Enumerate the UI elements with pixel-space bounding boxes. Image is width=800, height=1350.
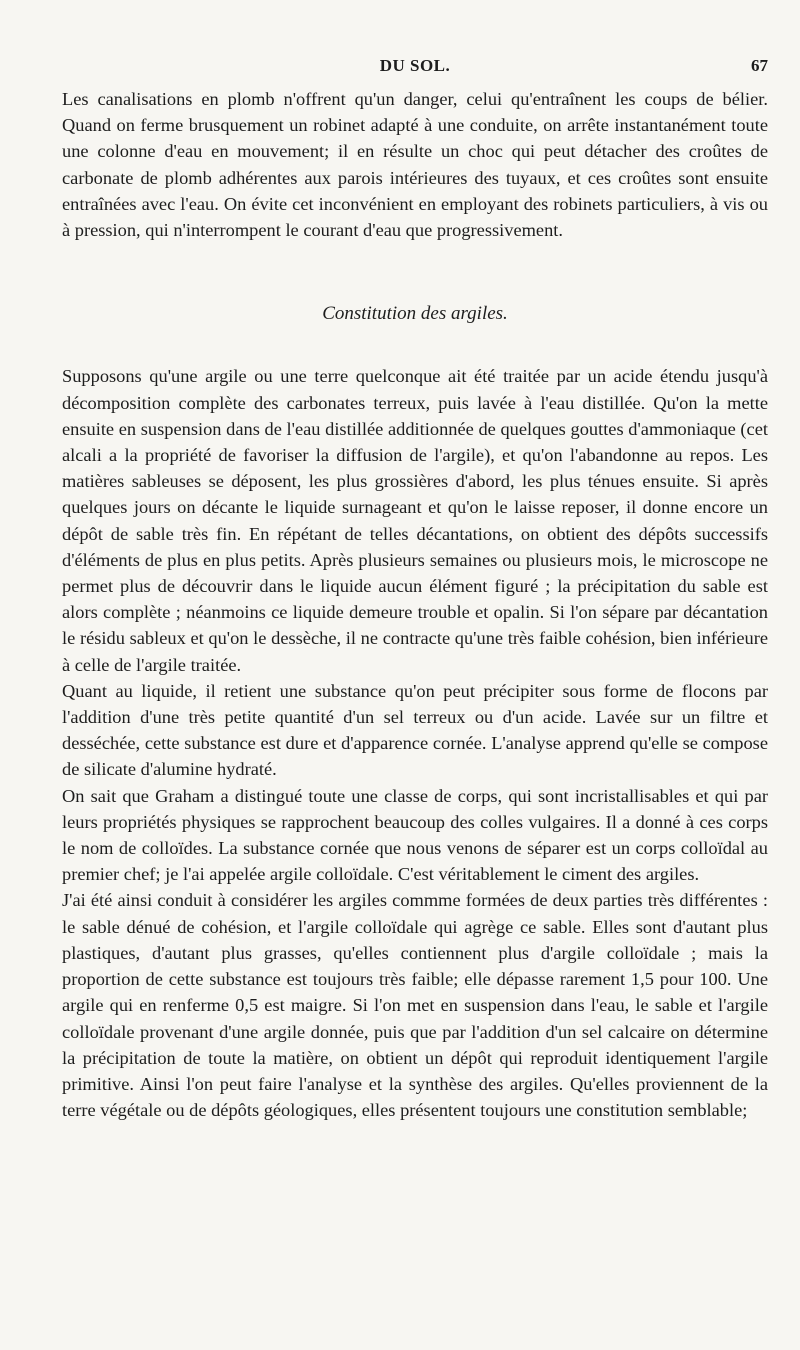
body-text xyxy=(62,86,768,1123)
running-head: DU SOL. xyxy=(379,56,451,75)
section-title: Constitution des argiles. xyxy=(322,303,508,325)
page-number: 67 xyxy=(751,56,768,75)
paragraph: J'ai été ainsi conduit à considérer les argiles commme formées de deux parties très différentes : le sable dénué de cohésion, et l'argile colloïdale qui agrège ce sable. Elles sont d'autant plus plastiques, d'autant plus grasses, qu'elles contiennent plus d'argile colloïdale ; mais la proportion de cette substance est toujours très faible; elle dépasse rarement 1,5 pour 100. Une argile qui en renferme 0,5 est maigre. Si l'on met en suspension dans l'eau, le sable et l'argile colloïdale provenant d'une argile donnée, puis que par l'addition d'un sel calcaire on détermine la précipitation de toute la matière, on obtient un dépôt qui reproduit identiquement l'argile primitive. Ainsi l'on peut faire l'analyse et la synthèse des argiles. Qu'elles proviennent de la terre végétale ou de dépôts géologiques, elles présentent toujours une constitution semblable; xyxy=(62,890,768,1121)
page-header xyxy=(62,56,768,80)
paragraph: Supposons qu'une argile ou une terre quelconque ait été traitée par un acide étendu jusqu'à décomposition complète des carbonates terreux, puis lavée à l'eau distillée. Qu'on la mette ensuite en suspension dans de l'eau distillée additionnée de quelques gouttes d'ammoniaque (cet alcali a la propriété de favoriser la diffusion de l'argile), et qu'on l'abandonne au repos. Les matières sableuses se déposent, les plus grossières d'abord, les plus ténues ensuite. Si après quelques jours on décante le liquide surnageant et qu'on le laisse reposer, il donne encore un dépôt de sable très fin. En répétant de telles décantations, on obtient des dépôts successifs d'éléments de plus en plus petits. Après plusieurs semaines ou plusieurs mois, le microscope ne permet plus de découvrir dans le liquide aucun élément figuré ; la précipitation du sable est alors complète ; néanmoins ce liquide demeure trouble et opalin. Si l'on sépare par décantation le résidu sableux et qu'on le dessèche, il ne contracte qu'une très faible cohésion, bien inférieure à celle de l'argile traitée. xyxy=(62,366,768,675)
paragraph: Les canalisations en plomb n'offrent qu'un danger, celui qu'entraînent les coups de bélier. Quand on ferme brusquement un robinet adapté à une conduite, on arrête instantanément toute une colonne d'eau en mouvement; il en résulte un choc qui peut détacher des croûtes de carbonate de plomb adhérentes aux parois intérieures des tuyaux, et ces croûtes sont ensuite entraînées avec l'eau. On évite cet inconvénient en employant des robinets particuliers, à vis ou à pression, qui n'interrompent le courant d'eau que progressivement. xyxy=(62,89,768,241)
paragraph: Quant au liquide, il retient une substance qu'on peut précipiter sous forme de flocons par l'addition d'une très petite quantité d'un sel terreux ou d'un acide. Lavée sur un filtre et desséchée, cette substance est dure et d'apparence cornée. L'analyse apprend qu'elle se compose de silicate d'alumine hydraté. xyxy=(62,680,768,780)
paragraph: On sait que Graham a distingué toute une classe de corps, qui sont incristallisables et qui par leurs propriétés physiques se rapprochent beaucoup des colles vulgaires. Il a donné à ces corps le nom de colloïdes. La substance cornée que nous venons de séparer est un corps colloïdal au premier chef; je l'ai appelée argile colloïdale. C'est véritablement le ciment des argiles. xyxy=(62,785,768,885)
